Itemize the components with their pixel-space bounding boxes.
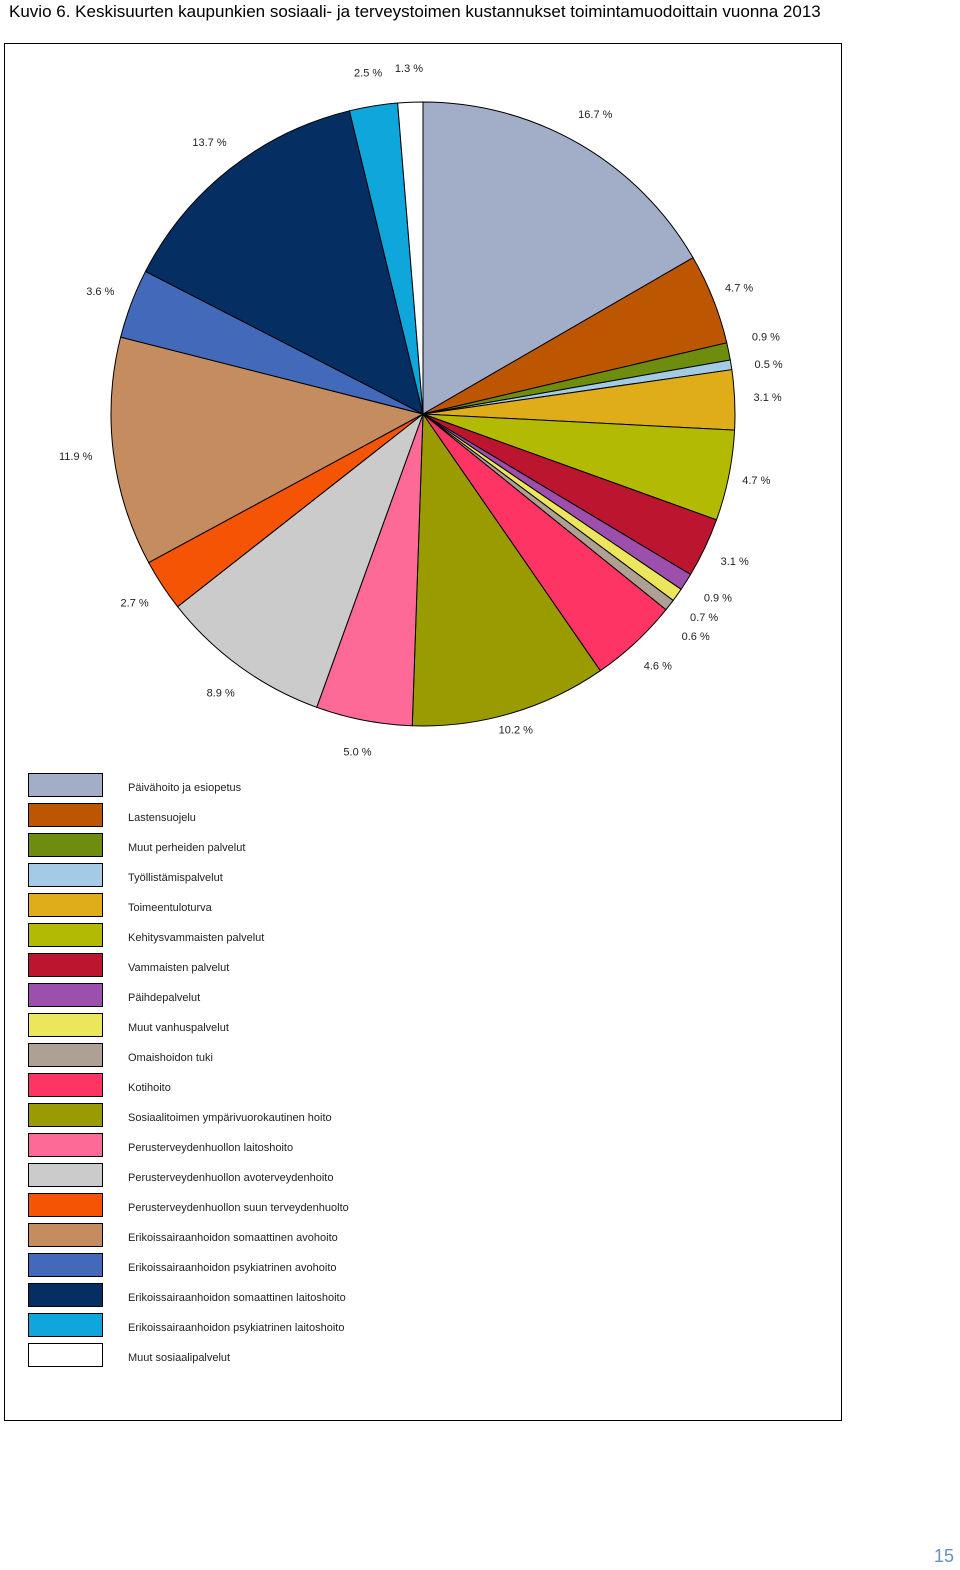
legend-label: Muut vanhuspalvelut — [128, 1022, 229, 1034]
slice-value-label: 3.6 % — [86, 285, 115, 298]
chart-legend — [28, 773, 628, 1373]
legend-swatch — [28, 1313, 103, 1337]
legend-item — [28, 1073, 628, 1103]
legend-swatch — [28, 1193, 103, 1217]
slice-value-label: 11.9 % — [58, 451, 93, 464]
legend-label: Sosiaalitoimen ympärivuorokautinen hoito — [128, 1112, 332, 1124]
legend-label: Päivähoito ja esiopetus — [128, 782, 242, 794]
legend-label: Työllistämispalvelut — [128, 872, 223, 884]
slice-value-label: 0.7 % — [690, 612, 719, 625]
legend-item — [28, 953, 628, 983]
legend-item — [28, 1343, 628, 1373]
legend-label: Omaishoidon tuki — [128, 1052, 213, 1064]
legend-swatch — [28, 833, 103, 857]
legend-item — [28, 833, 628, 863]
legend-item — [28, 1103, 628, 1133]
page-number: 15 — [934, 1546, 955, 1566]
slice-value-label: 0.9 % — [751, 331, 780, 344]
legend-label: Päihdepalvelut — [128, 992, 201, 1004]
legend-item — [28, 1013, 628, 1043]
slice-value-label: 3.1 % — [753, 392, 782, 405]
legend-item — [28, 773, 628, 803]
legend-swatch — [28, 1103, 103, 1127]
legend-item — [28, 1253, 628, 1283]
legend-item — [28, 983, 628, 1013]
legend-label: Perusterveydenhuollon avoterveydenhoito — [128, 1172, 334, 1184]
slice-value-label: 5.0 % — [343, 746, 372, 759]
legend-label: Muut sosiaalipalvelut — [128, 1352, 231, 1364]
legend-swatch — [28, 923, 103, 947]
legend-item — [28, 803, 628, 833]
legend-label: Erikoissairaanhoidon psykiatrinen laitoshoito — [128, 1322, 345, 1334]
legend-item — [28, 1193, 628, 1223]
legend-label: Toimeentuloturva — [128, 902, 212, 914]
legend-swatch — [28, 1223, 103, 1247]
slice-value-label: 2.5 % — [354, 67, 383, 80]
legend-item — [28, 1043, 628, 1073]
legend-label: Vammaisten palvelut — [128, 962, 230, 974]
legend-label: Kehitysvammaisten palvelut — [128, 932, 265, 944]
legend-swatch — [28, 1133, 103, 1157]
legend-swatch — [28, 953, 103, 977]
legend-label: Lastensuojelu — [128, 812, 196, 824]
legend-swatch — [28, 1013, 103, 1037]
slice-value-label: 4.7 % — [742, 475, 771, 488]
legend-swatch — [28, 863, 103, 887]
legend-swatch — [28, 1253, 103, 1277]
slice-value-label: 10.2 % — [498, 724, 533, 737]
legend-item — [28, 893, 628, 923]
slice-value-label: 8.9 % — [206, 687, 235, 700]
legend-label: Erikoissairaanhoidon psykiatrinen avohoito — [128, 1262, 337, 1274]
legend-label: Perusterveydenhuollon laitoshoito — [128, 1142, 294, 1154]
legend-label: Erikoissairaanhoidon somaattinen laitoshoito — [128, 1292, 346, 1304]
slice-value-label: 0.9 % — [703, 592, 732, 605]
legend-label: Erikoissairaanhoidon somaattinen avohoito — [128, 1232, 338, 1244]
legend-item — [28, 923, 628, 953]
legend-label: Perusterveydenhuollon suun terveydenhuolto — [128, 1202, 349, 1214]
legend-swatch — [28, 803, 103, 827]
legend-item — [28, 1163, 628, 1193]
legend-item — [28, 1313, 628, 1343]
slice-value-label: 16.7 % — [578, 109, 613, 122]
slice-value-label: 4.6 % — [643, 660, 672, 673]
legend-swatch — [28, 1343, 103, 1367]
chart-title: Kuvio 6. Keskisuurten kaupunkien sosiaali- ja terveystoimen kustannukset toimintamuodoittain vuonna 2013 — [9, 2, 821, 21]
legend-item — [28, 1223, 628, 1253]
slice-value-label: 2.7 % — [120, 597, 149, 610]
pie-slices — [111, 102, 735, 726]
legend-item — [28, 1133, 628, 1163]
legend-label: Kotihoito — [128, 1082, 171, 1094]
legend-item — [28, 1283, 628, 1313]
legend-swatch — [28, 1073, 103, 1097]
legend-swatch — [28, 983, 103, 1007]
legend-swatch — [28, 773, 103, 797]
slice-value-label: 0.6 % — [681, 631, 710, 644]
legend-swatch — [28, 1043, 103, 1067]
slice-value-label: 1.3 % — [394, 63, 424, 76]
legend-swatch — [28, 1283, 103, 1307]
legend-label: Muut perheiden palvelut — [128, 842, 246, 854]
legend-swatch — [28, 893, 103, 917]
slice-value-label: 4.7 % — [725, 282, 754, 295]
legend-item — [28, 863, 628, 893]
legend-swatch — [28, 1163, 103, 1187]
slice-value-label: 0.5 % — [754, 358, 783, 371]
slice-value-label: 3.1 % — [720, 555, 749, 568]
slice-value-label: 13.7 % — [192, 136, 227, 149]
